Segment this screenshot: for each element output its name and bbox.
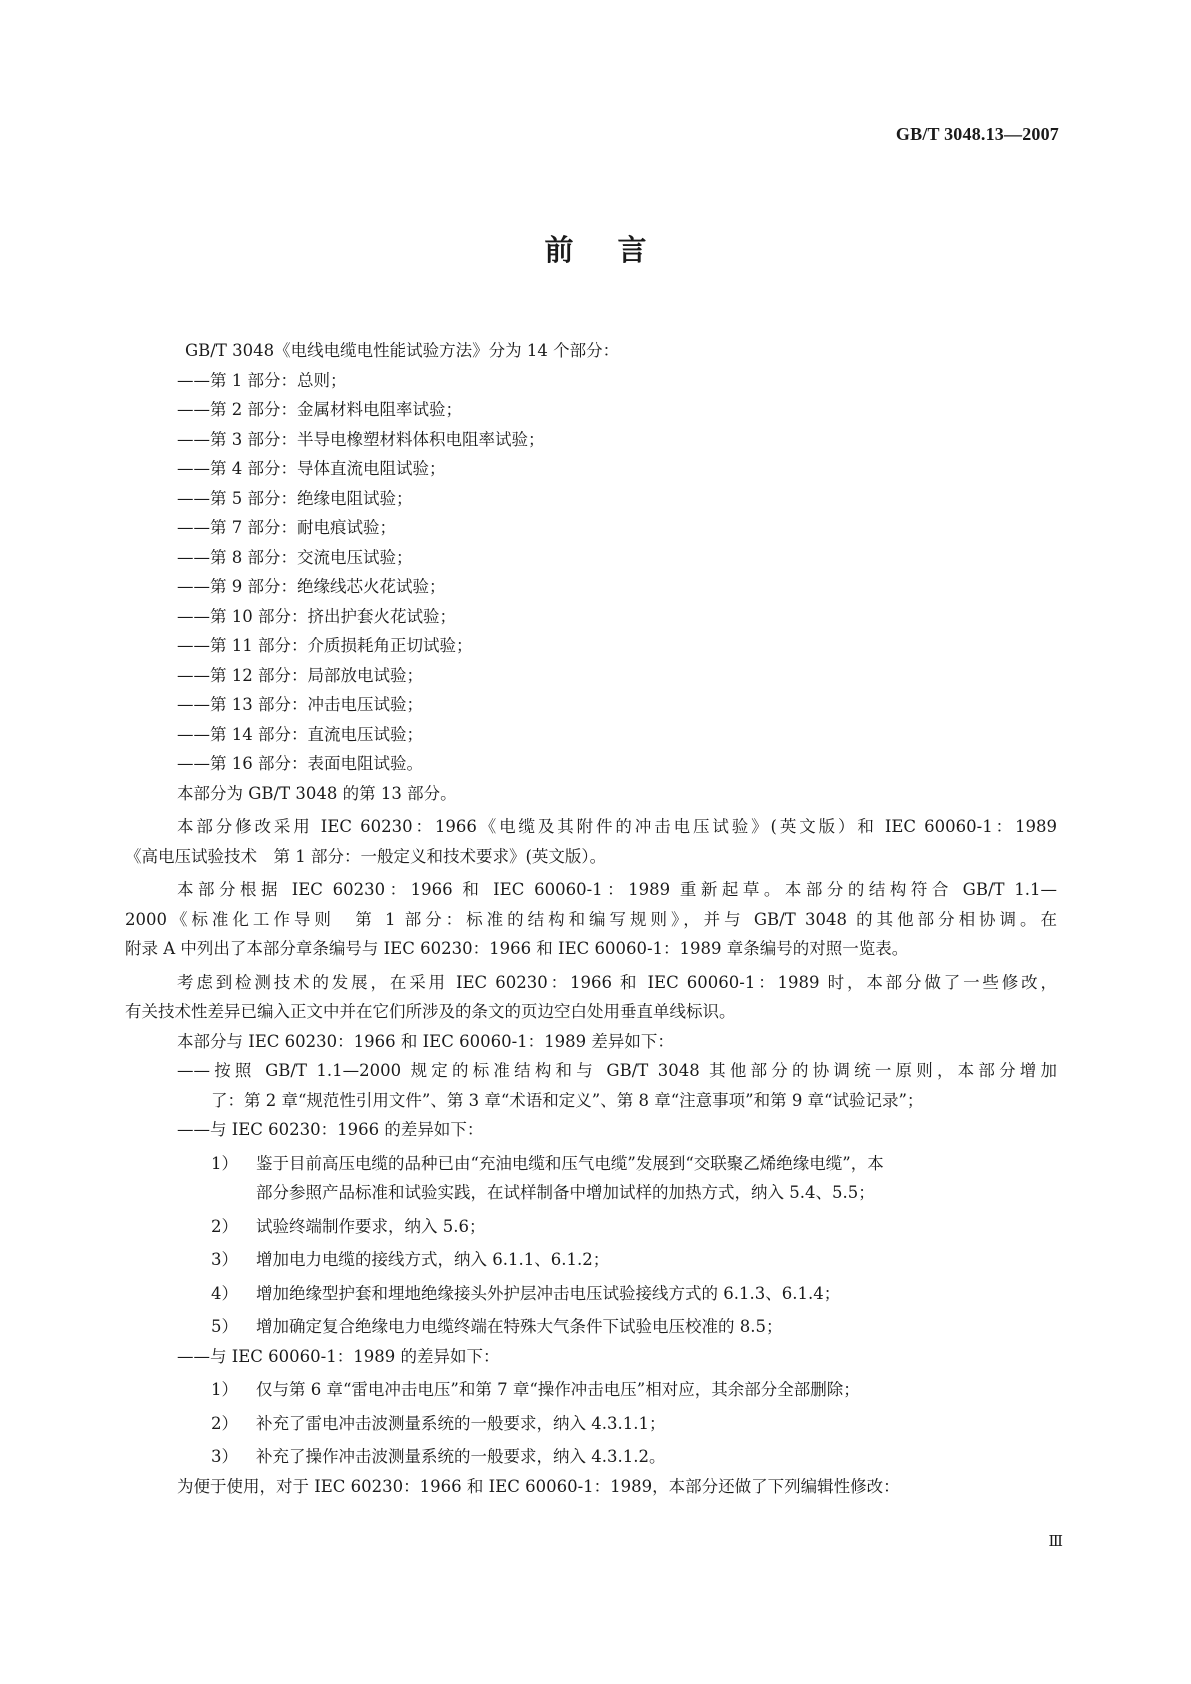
item-text: 增加电力电缆的接线方式，纳入 6.1.1、6.1.2； bbox=[256, 1250, 610, 1269]
item-number: 1） bbox=[211, 1380, 238, 1399]
page-title: 前言 bbox=[544, 233, 691, 267]
list-item: ——第 12 部分：局部放电试验； bbox=[177, 665, 423, 685]
editorial-paragraph: 为便于使用，对于 IEC 60230：1966 和 IEC 60060-1：1989，本部分还做了下列编辑性修改： bbox=[177, 1476, 900, 1496]
paragraph-line: 附录 A 中列出了本部分章条编号与 IEC 60230：1966 和 IEC 60060-1：1989 章条编号的对照一览表。 bbox=[125, 939, 909, 958]
paragraph-line: 本部分修改采用 IEC 60230：1966《电缆及其附件的冲击电压试验》(英文版）和 IEC 60060-1：1989 bbox=[177, 817, 1057, 836]
list-item: ——第 7 部分：耐电痕试验； bbox=[177, 518, 396, 537]
list-item: ——按照 GB/T 1.1—2000 规定的标准结构和与 GB/T 3048 其他部分的协调统一原则，本部分增加 bbox=[177, 1061, 1057, 1080]
list-item: ——第 3 部分：半导电橡塑材料体积电阻率试验； bbox=[177, 429, 545, 449]
item-number: 4） bbox=[211, 1283, 238, 1303]
list-item: ——第 13 部分：冲击电压试验； bbox=[177, 695, 423, 714]
item-number: 2） bbox=[211, 1413, 238, 1433]
paragraph-line: 2000《标准化工作导则 第 1 部分：标准的结构和编写规则》，并与 GB/T 3048 的其他部分相协调。在 bbox=[125, 909, 1057, 929]
list-item-continuation: 了：第 2 章“规范性引用文件”、第 3 章“术语和定义”、第 8 章“注意事项”和第 9 章“试验记录”； bbox=[211, 1090, 924, 1110]
numbered-item bbox=[177, 1312, 1057, 1342]
list-item: ——第 9 部分：绝缘线芯火花试验； bbox=[177, 577, 446, 596]
intro-paragraph: GB/T 3048《电线电缆电性能试验方法》分为 14 个部分： bbox=[185, 341, 620, 360]
section-heading: ——与 IEC 60230：1966 的差异如下： bbox=[177, 1120, 484, 1139]
differences-intro: 本部分与 IEC 60230：1966 和 IEC 60060-1：1989 差异如下： bbox=[177, 1031, 674, 1051]
document-body bbox=[125, 336, 1057, 1501]
item-text: 补充了操作冲击波测量系统的一般要求，纳入 4.3.1.2。 bbox=[256, 1447, 666, 1466]
numbered-item bbox=[177, 1409, 1057, 1439]
paragraph-line: 本部分根据 IEC 60230：1966 和 IEC 60060-1：1989 重新起草。本部分的结构符合 GB/T 1.1— bbox=[177, 880, 1057, 899]
numbered-item bbox=[177, 1149, 1057, 1179]
item-number: 3） bbox=[211, 1250, 238, 1269]
list-item: ——第 2 部分：金属材料电阻率试验； bbox=[177, 400, 462, 419]
paragraph-line: 有关技术性差异已编入正文中并在它们所涉及的条文的页边空白处用垂直单线标识。 bbox=[125, 1002, 736, 1021]
list-item: ——第 8 部分：交流电压试验； bbox=[177, 547, 413, 567]
list-item: ——第 5 部分：绝缘电阻试验； bbox=[177, 488, 413, 508]
drafting-paragraph bbox=[125, 875, 1057, 964]
paragraph-line: 《高电压试验技术 第 1 部分：一般定义和技术要求》(英文版）。 bbox=[125, 846, 607, 866]
item-text: 仅与第 6 章“雷电冲击电压”和第 7 章“操作冲击电压”相对应，其余部分全部删除； bbox=[256, 1380, 860, 1399]
numbered-item bbox=[177, 1245, 1057, 1275]
list-item: ——第 14 部分：直流电压试验； bbox=[177, 724, 423, 744]
item-number: 2） bbox=[211, 1216, 238, 1236]
section-heading: ——与 IEC 60060-1：1989 的差异如下： bbox=[177, 1346, 500, 1366]
item-text: 试验终端制作要求，纳入 5.6； bbox=[256, 1216, 486, 1236]
numbered-item bbox=[177, 1442, 1057, 1472]
numbered-item bbox=[177, 1279, 1057, 1309]
item-text: 补充了雷电冲击波测量系统的一般要求，纳入 4.3.1.1； bbox=[256, 1413, 666, 1433]
adoption-paragraph bbox=[125, 812, 1057, 871]
item-continuation: 部分参照产品标准和试验实践，在试样制备中增加试样的加热方式，纳入 5.4、5.5； bbox=[256, 1183, 875, 1202]
item-number: 3） bbox=[211, 1447, 238, 1466]
list-item: ——第 16 部分：表面电阻试验。 bbox=[177, 754, 423, 773]
item-text: 增加确定复合绝缘电力电缆终端在特殊大气条件下试验电压校准的 8.5； bbox=[256, 1317, 783, 1336]
list-item: ——第 11 部分：介质损耗角正切试验； bbox=[177, 636, 473, 655]
item-text: 鉴于目前高压电缆的品种已由“充油电缆和压气电缆”发展到“交联聚乙烯绝缘电缆”，本 bbox=[256, 1153, 884, 1173]
list-item: ——第 1 部分：总则； bbox=[177, 370, 347, 390]
parts-list bbox=[177, 366, 1057, 779]
part-statement: 本部分为 GB/T 3048 的第 13 部分。 bbox=[177, 783, 457, 803]
iec60060-differences bbox=[177, 1342, 1057, 1472]
item-text: 增加绝缘型护套和埋地绝缘接头外护层冲击电压试验接线方式的 6.1.3、6.1.4； bbox=[256, 1283, 841, 1303]
item-number: 5） bbox=[211, 1317, 238, 1336]
iec60230-differences bbox=[177, 1115, 1057, 1342]
consideration-paragraph bbox=[125, 968, 1057, 1027]
structure-difference bbox=[177, 1056, 1057, 1115]
numbered-item bbox=[177, 1212, 1057, 1242]
item-number: 1） bbox=[211, 1153, 238, 1173]
paragraph-line: 考虑到检测技术的发展，在采用 IEC 60230：1966 和 IEC 60060-1：1989 时，本部分做了一些修改， bbox=[177, 972, 1057, 992]
numbered-item bbox=[177, 1375, 1057, 1405]
list-item: ——第 4 部分：导体直流电阻试验； bbox=[177, 459, 446, 478]
standard-number: GB/T 3048.13—2007 bbox=[895, 124, 1059, 144]
list-item: ——第 10 部分：挤出护套火花试验； bbox=[177, 606, 456, 626]
page-number: Ⅲ bbox=[1048, 1534, 1063, 1550]
